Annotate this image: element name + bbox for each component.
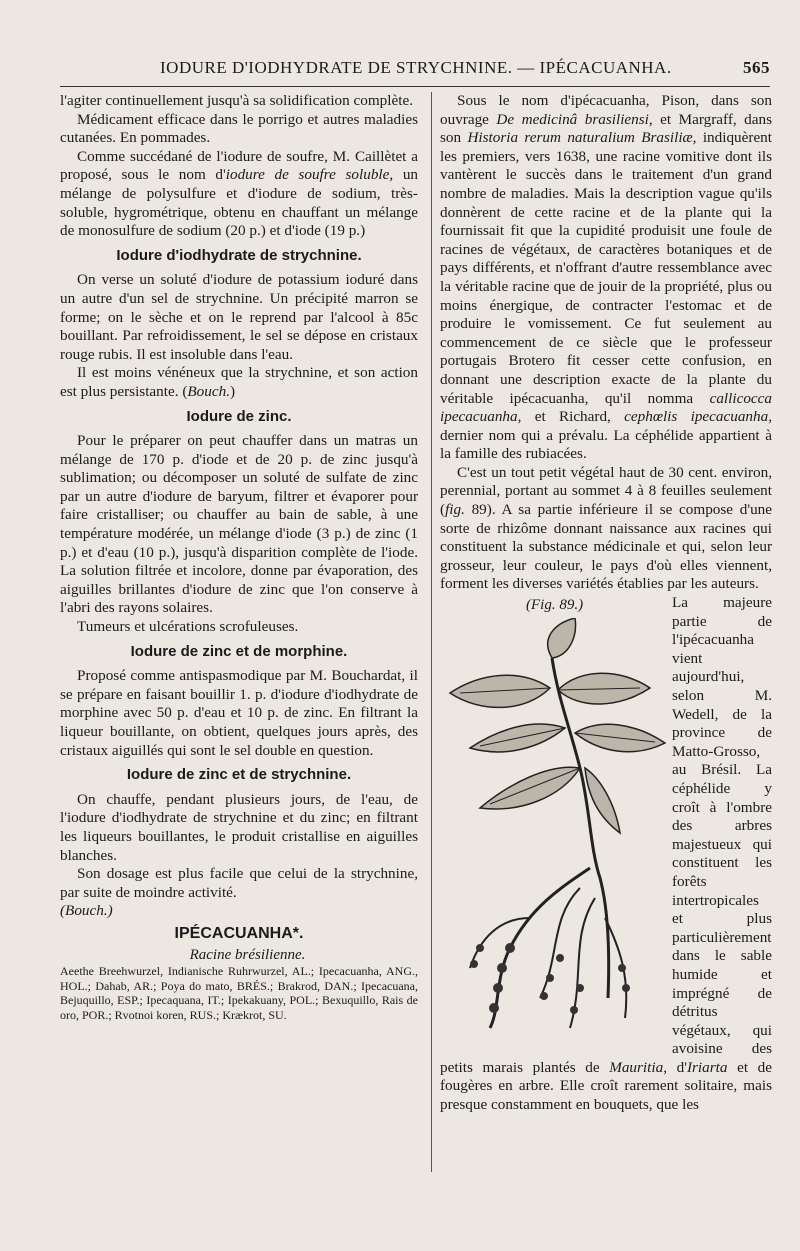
section-heading: Iodure de zinc et de strychnine. [126,766,352,784]
column-rule [431,92,432,1172]
paragraph: On verse un soluté d'iodure de potassium ioduré dans un autre d'un sel de strychnine. Un précipité marron se forme; on le sèche et on le reprend par l'alcool à 85c bouillant. Par refroidissement, le sel se dépose en cristaux rouge rubis. Il est insoluble dans l'eau. [60,271,418,363]
synonyms-list: Aeethe Breehwurzel, Indianische Ruhrwurzel, AL.; Ipecacuanha, ANG., HOL.; Dahab, AR.; Poya do mato, BRÉS.; Brakrod, DAN.; Ipecacuana, Bejuquillo, ESP.; Ipecaquana, IT.; Ipekakuany, POL.; Bexuquillo, Rais de oro, POR.; Rvotnoi koren, RUS.; Krækrot, SU. [60,964,418,1022]
paragraph: Son dosage est plus facile que celui de la strychnine, par suite de moindre activité. [60,865,418,901]
section-heading: Iodure d'iodhydrate de strychnine. [116,246,362,264]
text-run: Il est moins vénéneux que la strychnine, et son action est plus persistante. ( [60,364,418,400]
paragraph: Tumeurs et ulcérations scrofuleuses. [77,618,299,636]
section-heading: Iodure de zinc et de morphine. [130,642,348,660]
text-run: C'est un tout petit végétal haut de 30 cent. environ, perennial, portant au sommet 4 à 8 feuilles seulement ( [440,463,772,519]
section-heading: Iodure de zinc. [186,407,292,425]
paragraph [440,92,772,464]
chapter-subtitle: Racine brésilienne. [189,946,306,963]
text-run: 89). A sa partie inférieure il se compose d'une sorte de rhizôme donnant naissance aux racines qui constituent la substance médicinale et qui, selon leur grosseur, leur couleur, le pays d'où elles viennent, forment les diverses variétés établies par les auteurs. [440,501,772,593]
paragraph: On chauffe, pendant plusieurs jours, de l'eau, de l'iodure d'iodhydrate de strychnine et du zinc; en filtrant les liqueurs bouillantes, le produit cristallise en aiguilles blanches. [60,790,418,864]
italic-term: callicocca ipecacuanha, [440,389,772,426]
text-run: et Richard, [521,408,625,426]
text-run: indiquèrent les premiers, vers 1638, une racine vomitive dont ils vantèrent le succès dans le traitement d'un grand nombre de maladies. Mais la description vague qu'ils donnèrent de cette racine et de la plante qui la fournissait fit que la cupidité produisit une foule de racines de végétaux, de caractères botaniques et de pays différents, et n'offrant d'autre ressemblance avec la véritable racine que de jouir de la propriété, plus ou moins énergique, de contracter l'estomac et de produire le vomissement. Ce fut seulement au commencement de ce siècle que le professeur portugais Brotero fit cesser cette confusion, en donnant une description exacte de la plante du véritable ipécacuanha, qu'il nomma [440,129,772,407]
paragraph: Proposé comme antispasmodique par M. Bouchardat, il se prépare en faisant bouillir 1. p. d'iodure d'iodhydrate de morphine avec 50 p. d'eau et 10 p. de zinc. En filtrant la liqueur bouillante, on obtient, quelques jours après, des cristaux aiguillés qui sont le sel double en question. [60,667,418,759]
text-run: La majeure partie de l'ipécacuanha vient aujourd'hui, selon M. Wedell, de la province de Matto-Grosso, au Brésil. La céphélide y croît à l'ombre des arbres majestueux qui constituent les forêts intertropicales et plus particulièrement dans le sable humide et imprégné de détritus végétaux, qui avoisine des petits marais plantés de [440,594,772,1076]
citation-text: (Bouch.) [60,902,113,920]
text-run: ) [230,382,236,400]
italic-term: fig. [445,501,465,519]
text-run: Sous le nom d'ipécacuanha, Pison, dans son ouvrage [440,92,772,128]
text-run: Comme succédané de l'iodure de soufre, M. Caillètet a proposé, sous le nom d' [60,147,418,184]
text-run: et Margraff, dans son [440,110,772,147]
ipecacuanha-plant-illustration [440,618,666,1042]
page-number: 565 [743,58,770,77]
italic-term: iodure de soufre soluble, [225,166,394,184]
citation: Bouch. [187,382,230,400]
left-column [60,92,418,1023]
text-run: , d' [663,1058,687,1076]
paragraph: l'agiter continuellement jusqu'à sa solidification complète. [60,92,413,109]
text-run: dernier nom qui a prévalu. La céphélide appartient à la famille des rubiacées. [440,426,772,463]
paragraph: Médicament efficace dans le porrigo et autres maladies cutanées. En pommades. [60,110,418,147]
paragraph [60,148,418,241]
italic-title: Historia rerum naturalium Brasiliæ, [467,129,697,147]
header-rule [60,86,770,87]
paragraph [60,364,418,401]
italic-title: De medicinâ brasiliensi, [496,110,653,128]
figure-89 [440,596,666,1042]
paragraph: Pour le préparer on peut chauffer dans un matras un mélange de 170 p. d'iode et de 20 p. de zinc jusqu'à sublimation; ou décomposer un soluté de sulfate de zinc par un autre d'iodure de baryum, filtrer et évaporer pour faire cristalliser; ou chauffer au bain de sable, à une température modérée, un mélange d'iode (3 p.) de zinc (1 p.) et d'eau (10 p.), jusqu'à disparition complète de l'iode. La solution filtrée et incolore, donne par évaporation, des aiguilles brillantes d'iodure de zinc que l'on conserve à l'abri des rayons solaires. [60,432,418,617]
text-run: et de fougères en arbre. Elle croît rarement solitaire, mais presque constamment en bouquets, que les [440,1058,772,1114]
citation [60,902,418,921]
right-column [440,92,772,1115]
italic-term: Mauritia [609,1058,664,1076]
running-title: IODURE D'IODHYDRATE DE STRYCHNINE. — IPÉCACUANHA. [160,58,672,77]
chapter-heading: IPÉCACUANHA*. [174,924,304,942]
paragraph [440,464,772,594]
italic-term: cephœlis ipecacuanha, [624,408,773,426]
text-run: un mélange de polysulfure et d'iodure de sodium, très-soluble, hygrométrique, obtenu en chauffant un mélange de monosulfure de sodium (20 p.) et d'iode (19 p.) [60,166,418,240]
running-head [60,58,770,82]
figure-caption: (Fig. 89.) [526,597,584,614]
italic-term: Iriarta [686,1058,728,1076]
